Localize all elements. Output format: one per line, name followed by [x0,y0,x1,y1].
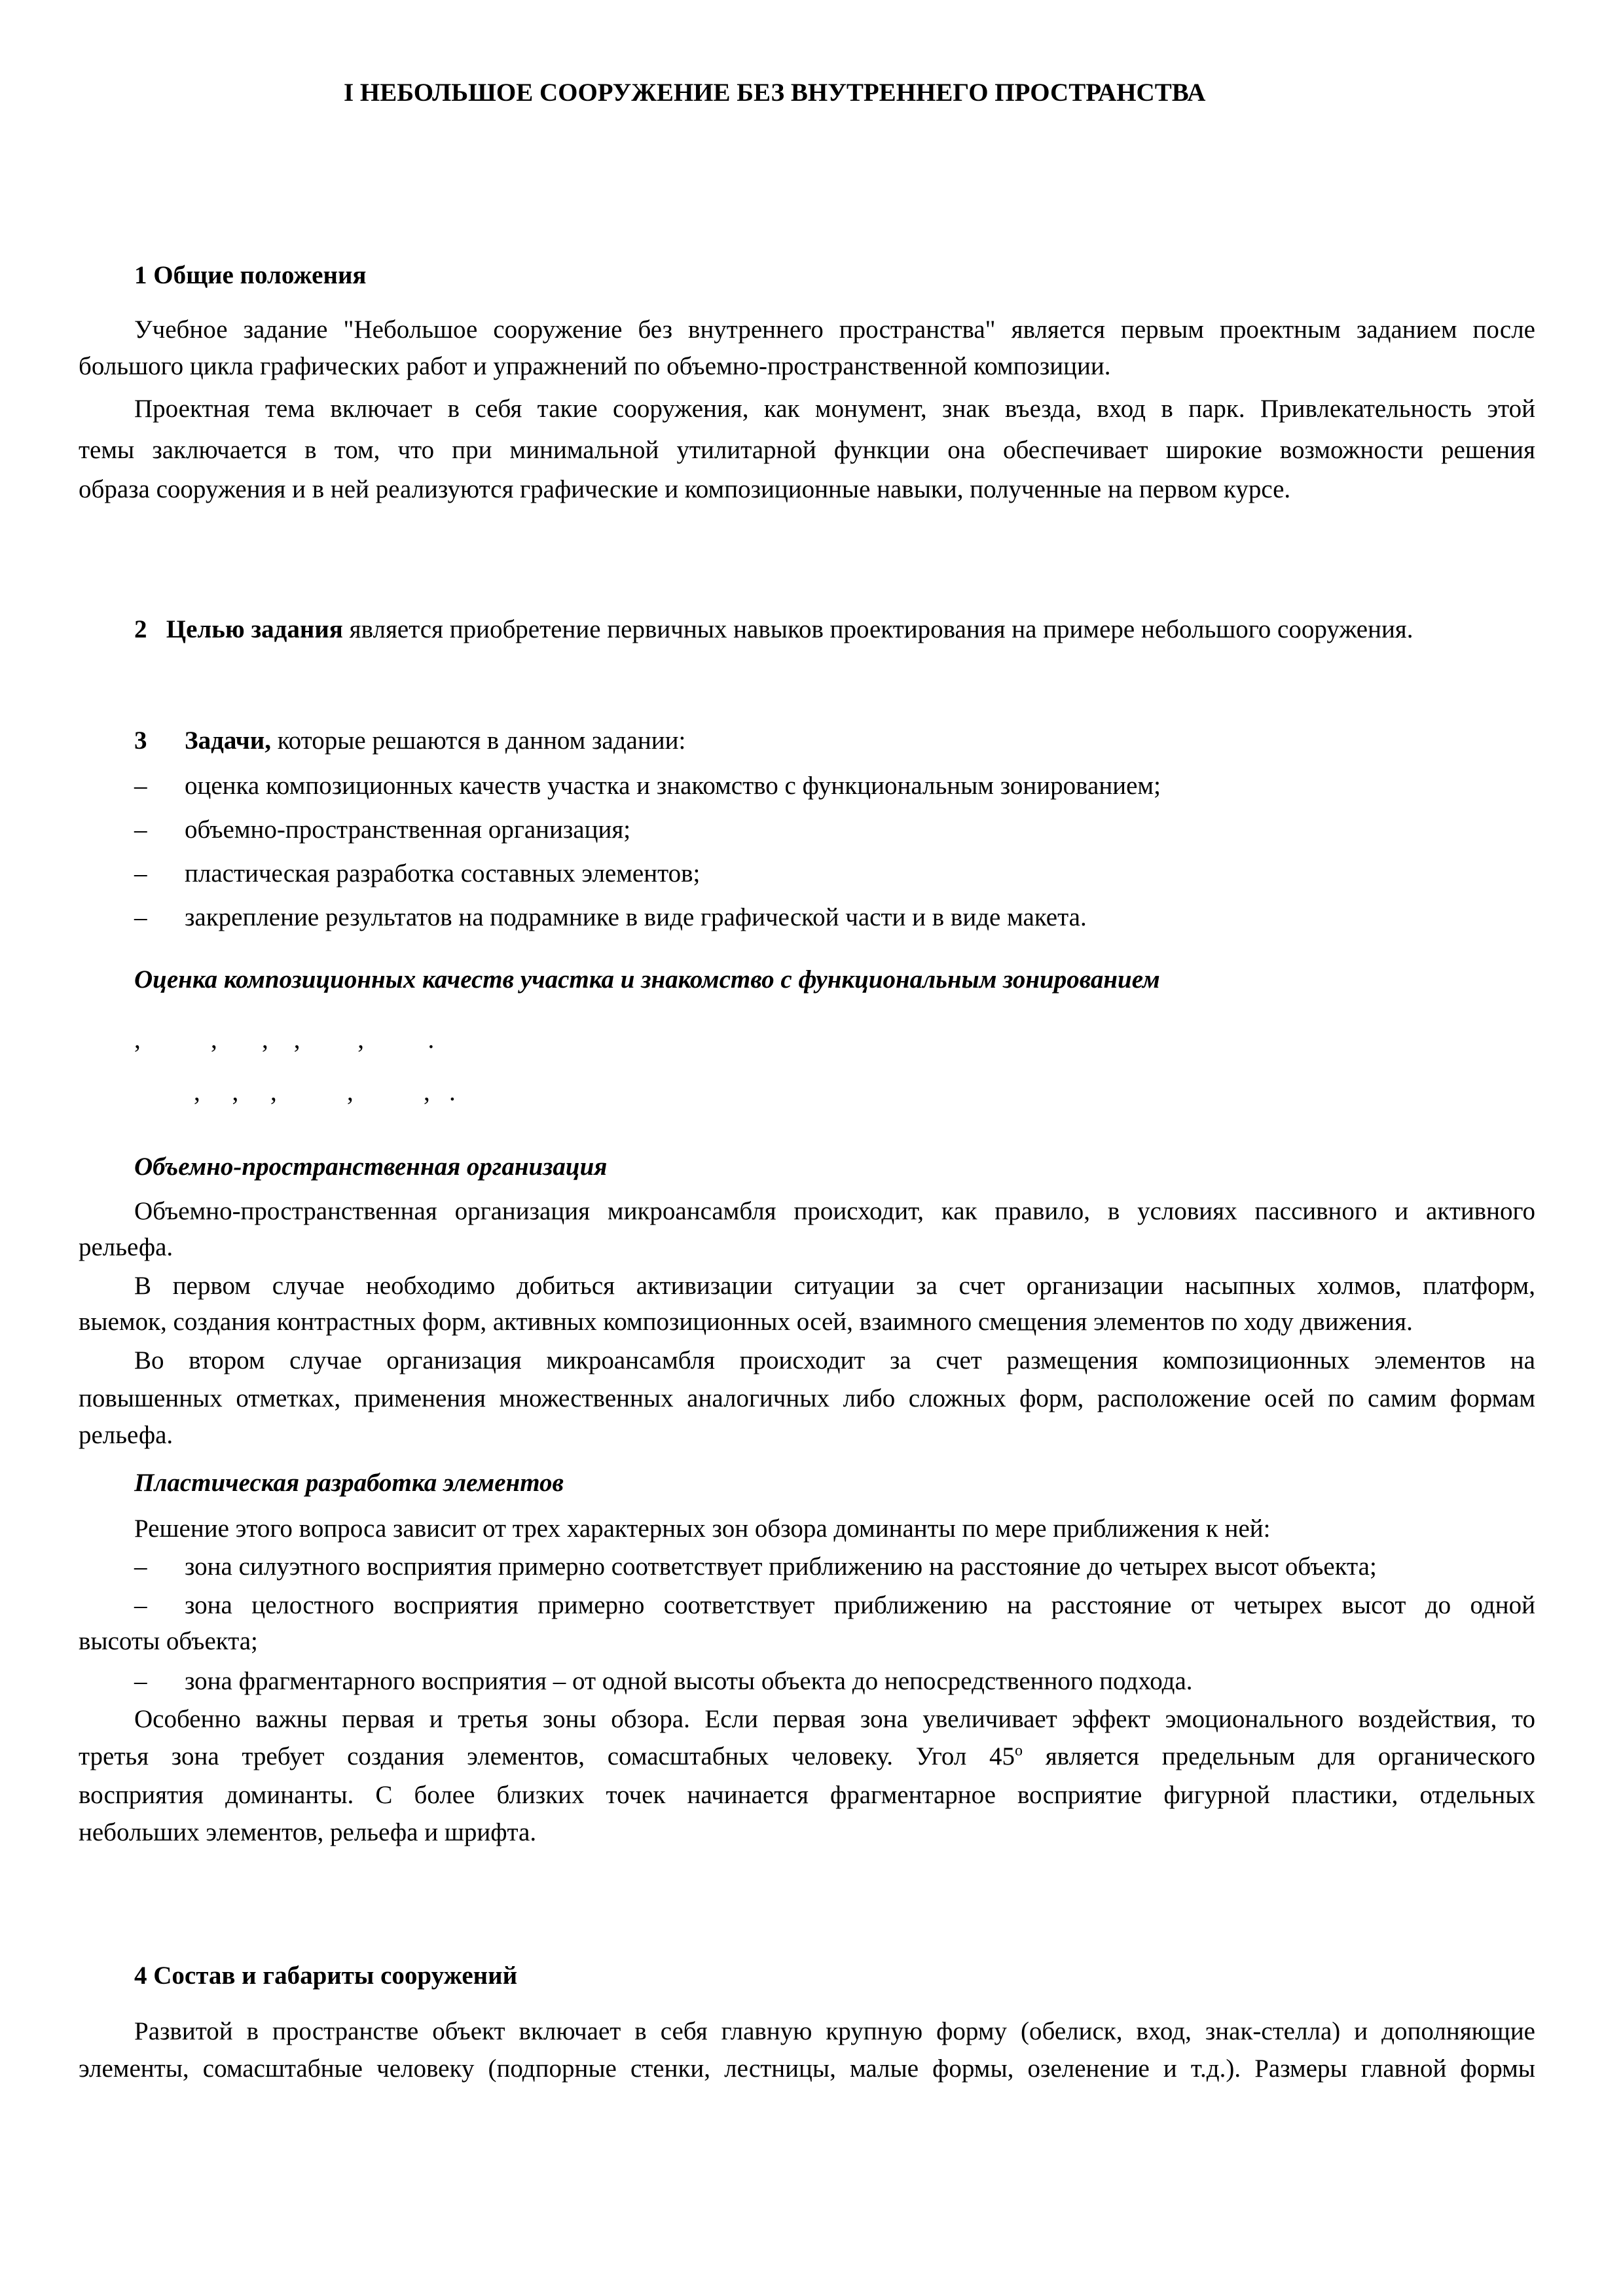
paragraph-line: большого цикла графических работ и упражнений по объемно-пространственной композиции. [79,352,1111,380]
paragraph-line: Во втором случае организация микроансамбля происходит за счет размещения композиционных элементов на [134,1346,1535,1374]
list-dash: – [134,1552,147,1581]
subheading: Объемно-пространственная организация [134,1153,608,1181]
section-3-text: которые решаются в данном задании: [270,726,686,755]
paragraph-line: Особенно важны первая и третья зоны обзора. Если первая зона увеличивает эффект эмоционального воздействия, то [134,1705,1535,1733]
paragraph-line: В первом случае необходимо добиться активизации ситуации за счет организации насыпных холмов, платформ, [134,1272,1535,1300]
paragraph-line: небольших элементов, рельефа и шрифта. [79,1818,537,1846]
list-item: объемно-пространственная организация; [185,816,631,844]
paragraph-line [79,1738,1535,1776]
list-dash: – [134,816,147,844]
section-3-heading [134,722,147,760]
section-4-heading: 4 Состав и габариты сооружений [134,1962,518,1990]
list-item: пластическая разработка составных элементов; [185,859,701,888]
section-1-heading: 1 Общие положения [134,261,367,289]
list-item: зона фрагментарного восприятия – от одной высоты объекта до непосредственного подхода. [185,1667,1193,1695]
list-item: зона целостного восприятия примерно соответствует приближению на расстояние от четырех высот до одной [185,1591,1535,1619]
document-title: I НЕБОЛЬШОЕ СООРУЖЕНИЕ БЕЗ ВНУТРЕННЕГО ПРОСТРАНСТВА [344,79,1206,107]
text-run: является предельным для органического [1023,1742,1535,1770]
section-3-number: 3 [134,726,147,755]
paragraph-line: рельефа. [79,1421,173,1449]
list-dash: – [134,859,147,888]
paragraph-line: элементы, сомасштабные человеку (подпорные стенки, лестницы, малые формы, озеленение и т.д.). Размеры главной формы [79,2054,1535,2083]
text-run: третья зона требует создания элементов, сомасштабных человеку. Угол 45 [79,1742,1015,1770]
section-2-text: является приобретение первичных навыков проектирования на примере небольшого сооружения. [342,615,1413,643]
section-2-number: 2 [134,615,147,643]
paragraph-line: повышенных отметках, применения множественных аналогичных либо сложных форм, расположение осей по самим формам [79,1384,1535,1412]
section-3-heading-text [185,722,685,760]
paragraph-line: восприятия доминанты. С более близких точек начинается фрагментарное восприятие фигурной пластики, отдельных [79,1781,1535,1809]
list-item: закрепление результатов на подрамнике в виде графической части и в виде макета. [185,903,1087,931]
paragraph-line: Проектная тема включает в себя такие сооружения, как монумент, знак въезда, вход в парк. Привлекательность этой [134,395,1535,423]
list-item: зона силуэтного восприятия примерно соответствует приближению на расстояние до четырех высот объекта; [185,1552,1377,1581]
paragraph-line: Развитой в пространстве объект включает в себя главную крупную форму (обелиск, вход, знак-стелла) и дополняющие [134,2017,1535,2045]
section-2-bold-term: Целью задания [166,615,343,643]
section-2-paragraph [134,611,1413,649]
subheading: Пластическая разработка элементов [134,1469,564,1497]
paragraph-line: Учебное задание "Небольшое сооружение без внутреннего пространства" является первым проектным заданием после [134,315,1535,344]
section-3-bold-term: Задачи, [185,726,271,755]
list-dash: – [134,903,147,931]
punctuation-line: , , , , , . [194,1078,456,1106]
paragraph-line: образа сооружения и в ней реализуются графические и композиционные навыки, полученные на первом курсе. [79,475,1291,503]
list-dash: – [134,1591,147,1619]
paragraph-line: Объемно-пространственная организация микроансамбля происходит, как правило, в условиях пассивного и активного [134,1197,1535,1225]
list-item: оценка композиционных качеств участка и знакомство с функциональным зонированием; [185,772,1161,800]
list-item-continuation: высоты объекта; [79,1627,258,1655]
list-dash: – [134,772,147,800]
paragraph-line: выемок, создания контрастных форм, активных композиционных осей, взаимного смещения элементов по ходу движения. [79,1308,1413,1336]
punctuation-line: , , , , , . [134,1026,435,1054]
list-dash: – [134,1667,147,1695]
paragraph-line: темы заключается в том, что при минимальной утилитарной функции она обеспечивает широкие возможности решения [79,436,1535,464]
subheading: Оценка композиционных качеств участка и знакомство с функциональным зонированием [134,965,1160,994]
degree-superscript: о [1015,1742,1023,1759]
paragraph-line: рельефа. [79,1233,173,1261]
paragraph-line: Решение этого вопроса зависит от трех характерных зон обзора доминанты по мере приближения к ней: [134,1515,1271,1543]
